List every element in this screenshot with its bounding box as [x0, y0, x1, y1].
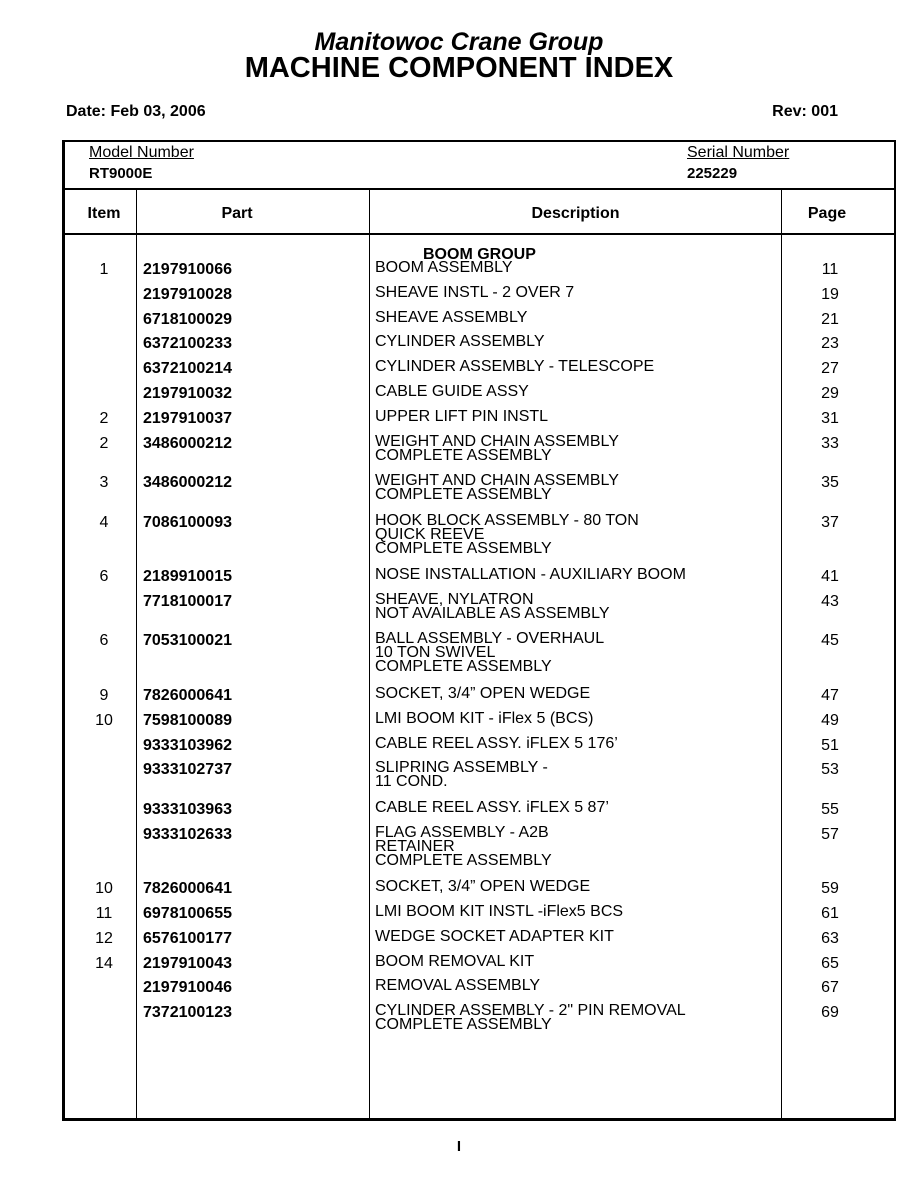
company-name: Manitowoc Crane Group — [314, 28, 604, 56]
row-item: 9 — [99, 686, 109, 704]
row-description-line: COMPLETE ASSEMBLY — [375, 486, 552, 504]
row-page: 55 — [821, 800, 839, 818]
row-description-line: BALL ASSEMBLY - OVERHAUL — [375, 630, 605, 648]
row-description-line: CYLINDER ASSEMBLY - TELESCOPE — [375, 358, 655, 376]
column-header-page: Page — [807, 205, 847, 222]
row-part-number: 3486000212 — [143, 434, 232, 452]
row-page: 51 — [821, 736, 839, 754]
column-divider-part — [369, 190, 370, 1119]
page-number: I — [456, 1138, 462, 1155]
row-description-line: NOT AVAILABLE AS ASSEMBLY — [375, 604, 610, 622]
column-header-description: Description — [531, 205, 620, 222]
column-header-divider — [64, 233, 894, 235]
row-description-line: HOOK BLOCK ASSEMBLY - 80 TON — [375, 511, 639, 529]
row-description — [375, 979, 540, 993]
row-description — [375, 632, 604, 674]
row-page: 59 — [821, 880, 839, 898]
row-description-line: SOCKET, 3/4” OPEN WEDGE — [375, 684, 591, 702]
row-part-number: 7372100123 — [143, 1004, 232, 1022]
row-part-number: 7826000641 — [143, 880, 232, 898]
row-description-line: CABLE GUIDE ASSY — [375, 383, 529, 400]
column-header-part: Part — [221, 205, 253, 222]
row-part-number: 3486000212 — [143, 474, 232, 492]
row-description-line: UPPER LIFT PIN INSTL — [375, 407, 549, 425]
row-part-number: 9333103963 — [143, 800, 232, 818]
row-page: 67 — [821, 979, 839, 997]
row-description-line: 10 TON SWIVEL — [375, 644, 496, 662]
header-divider — [64, 188, 894, 190]
row-page: 47 — [821, 686, 839, 704]
row-description-line: NOSE INSTALLATION - AUXILIARY BOOM — [375, 566, 686, 584]
row-item: 6 — [99, 568, 109, 586]
row-part-number: 2197910066 — [143, 261, 232, 278]
row-page: 37 — [821, 513, 839, 531]
row-item: 3 — [99, 474, 109, 492]
row-description — [375, 709, 594, 727]
row-description-line: 11 COND. — [375, 773, 448, 791]
row-page: 45 — [821, 632, 839, 650]
row-item: 2 — [99, 434, 109, 452]
row-page: 19 — [821, 285, 839, 303]
row-part-number: 9333103962 — [143, 736, 232, 754]
row-description-line: QUICK REEVE — [375, 525, 485, 543]
row-page: 69 — [821, 1004, 839, 1022]
serial-number-label: Serial Number — [687, 144, 790, 161]
row-description — [375, 568, 686, 582]
row-description — [375, 734, 618, 752]
row-description-line: COMPLETE ASSEMBLY — [375, 1016, 552, 1034]
row-page: 65 — [821, 954, 839, 972]
row-item: 4 — [99, 513, 109, 531]
column-divider-item — [136, 190, 137, 1119]
row-description — [375, 511, 639, 557]
row-part-number: 7086100093 — [143, 513, 232, 531]
row-page: 63 — [821, 929, 839, 947]
row-description — [375, 798, 609, 816]
row-description-line: CABLE REEL ASSY. iFLEX 5 176’ — [375, 734, 618, 752]
row-part-number: 6718100029 — [143, 310, 232, 328]
row-description — [375, 590, 610, 622]
row-part-number: 2197910028 — [143, 285, 232, 303]
row-description-line: CYLINDER ASSEMBLY - 2" PIN REMOVAL — [375, 1002, 686, 1020]
row-description-line: REMOVAL ASSEMBLY — [375, 977, 541, 995]
row-page: 57 — [821, 825, 839, 843]
row-description-line: CABLE REEL ASSY. iFLEX 5 87’ — [375, 798, 609, 816]
row-part-number: 6576100177 — [143, 929, 232, 947]
column-header-item: Item — [87, 205, 121, 222]
row-description-line: WEDGE SOCKET ADAPTER KIT — [375, 927, 614, 945]
row-page: 43 — [821, 592, 839, 610]
row-description — [375, 927, 614, 945]
row-item: 6 — [99, 632, 109, 650]
row-part-number: 6978100655 — [143, 904, 232, 922]
row-description-line: SHEAVE, NYLATRON — [375, 590, 534, 608]
document-revision: Rev: 001 — [772, 103, 838, 120]
row-description-line: COMPLETE ASSEMBLY — [375, 446, 552, 464]
row-page: 41 — [821, 568, 839, 586]
row-description-line: FLAG ASSEMBLY - A2B — [375, 823, 549, 841]
row-description — [375, 385, 529, 399]
row-description — [375, 1004, 686, 1032]
row-description-line: BOOM ASSEMBLY — [375, 259, 513, 276]
row-description-line: COMPLETE ASSEMBLY — [375, 851, 552, 869]
row-description — [375, 360, 654, 374]
row-description-line: WEIGHT AND CHAIN ASSEMBLY — [375, 472, 619, 490]
row-description — [375, 761, 548, 789]
row-page: 21 — [821, 310, 839, 328]
row-page: 61 — [821, 904, 839, 922]
row-description-line: LMI BOOM KIT INSTL -iFlex5 BCS — [375, 902, 624, 920]
model-number-label: Model Number — [89, 144, 194, 161]
row-item: 10 — [95, 711, 113, 729]
row-item: 10 — [95, 880, 113, 898]
row-description-line: CYLINDER ASSEMBLY — [375, 333, 545, 351]
row-description — [375, 823, 552, 869]
row-description — [375, 407, 549, 425]
document-date: Date: Feb 03, 2006 — [66, 103, 206, 120]
group-title: BOOM GROUP — [423, 246, 536, 263]
row-page: 23 — [821, 335, 839, 353]
row-description — [375, 880, 590, 894]
row-description — [375, 335, 545, 349]
row-description — [375, 684, 591, 702]
row-description-line: RETAINER — [375, 837, 455, 855]
model-number-value: RT9000E — [89, 165, 153, 182]
row-page: 49 — [821, 711, 839, 729]
row-part-number: 2189910015 — [143, 568, 232, 586]
row-description-line: COMPLETE ASSEMBLY — [375, 539, 552, 557]
row-page: 53 — [821, 761, 839, 779]
row-description-line: SLIPRING ASSEMBLY - — [375, 759, 548, 777]
row-description — [375, 432, 619, 464]
row-item: 11 — [95, 904, 113, 922]
row-page: 35 — [821, 474, 839, 492]
row-item: 14 — [95, 954, 113, 972]
row-item: 12 — [95, 929, 113, 947]
row-part-number: 9333102633 — [143, 825, 232, 843]
row-description — [375, 474, 619, 502]
row-description-line: LMI BOOM KIT - iFlex 5 (BCS) — [375, 709, 594, 727]
row-part-number: 7598100089 — [143, 711, 232, 729]
row-part-number: 6372100214 — [143, 360, 232, 378]
row-page: 29 — [821, 385, 839, 402]
row-part-number: 2197910037 — [143, 409, 232, 427]
row-description-line: SOCKET, 3/4” OPEN WEDGE — [375, 878, 591, 896]
row-item: 1 — [99, 261, 109, 278]
row-description — [375, 952, 535, 970]
row-description-line: BOOM REMOVAL KIT — [375, 952, 535, 970]
row-description-line: SHEAVE ASSEMBLY — [375, 308, 528, 326]
row-page: 27 — [821, 360, 839, 378]
row-description — [375, 261, 513, 275]
row-description-line: COMPLETE ASSEMBLY — [375, 658, 552, 676]
row-part-number: 7053100021 — [143, 632, 232, 650]
row-page: 11 — [821, 261, 839, 278]
row-item: 2 — [99, 409, 109, 427]
row-description-line: SHEAVE INSTL - 2 OVER 7 — [375, 283, 575, 301]
row-page: 31 — [821, 409, 839, 427]
row-description-line: WEIGHT AND CHAIN ASSEMBLY — [375, 432, 619, 450]
row-page: 33 — [821, 434, 839, 452]
document-title: MACHINE COMPONENT INDEX — [244, 52, 674, 84]
row-description — [375, 283, 575, 301]
row-description — [375, 902, 624, 920]
row-part-number: 9333102737 — [143, 761, 232, 779]
row-part-number: 2197910046 — [143, 979, 232, 997]
row-description — [375, 308, 528, 326]
row-part-number: 7718100017 — [143, 592, 232, 610]
serial-number-value: 225229 — [687, 165, 738, 182]
row-part-number: 6372100233 — [143, 335, 232, 353]
row-part-number: 7826000641 — [143, 686, 232, 704]
row-part-number: 2197910043 — [143, 954, 232, 972]
row-part-number: 2197910032 — [143, 385, 232, 402]
